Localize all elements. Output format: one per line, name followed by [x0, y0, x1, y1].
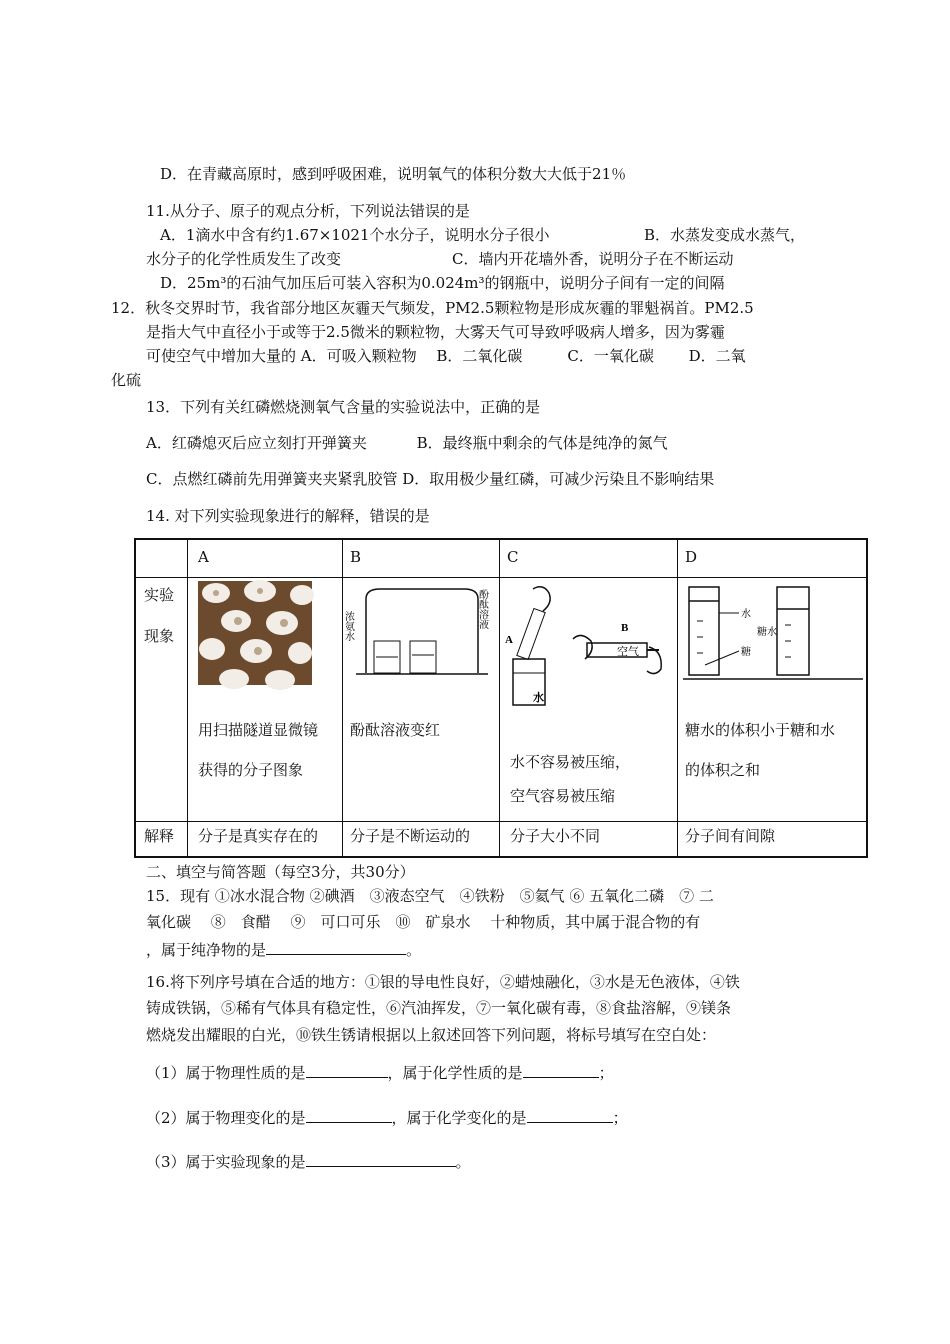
chemical-change-blank[interactable] [527, 1108, 613, 1123]
ammonia-phenolphthalein-apparatus [342, 581, 496, 701]
q11-stem: 11.从分子、原子的观点分析，下列说法错误的是 [146, 202, 470, 220]
q15-stem-1: 15．现有 ①冰水混合物 ②碘酒 ③液态空气 ④铁粉 ⑤氦气 ⑥ 五氧化二磷 ⑦ 二 [146, 887, 714, 905]
label-water: 水 [533, 692, 544, 704]
explanation-d: 分子间有间隙 [685, 827, 776, 845]
q16-part-1 [146, 1063, 614, 1083]
phenomenon-b: 酚酞溶液变红 [350, 721, 441, 739]
row-label-phenomenon-2: 现象 [144, 627, 175, 645]
q15-stem-3 [146, 940, 421, 960]
q16-part-3 [146, 1152, 471, 1172]
label-air: 空气 [617, 646, 639, 658]
explanation-b: 分子是不断运动的 [350, 827, 471, 845]
row-label-phenomenon-1: 实验 [144, 586, 175, 604]
phenomenon-a-line2: 获得的分子图象 [198, 761, 304, 779]
part2-chemical-change-prompt: ，属于化学变化的是 [391, 1109, 527, 1127]
phenomenon-blank[interactable] [306, 1152, 456, 1167]
header-d: D [685, 548, 698, 566]
stm-molecule-image [198, 581, 312, 685]
q15-pure-prompt: ，属于纯净物的是 [146, 941, 267, 959]
q15-end: 。 [406, 941, 422, 959]
q14-stem: 14. 对下列实验现象进行的解释，错误的是 [146, 507, 430, 525]
header-c: C [507, 548, 519, 566]
physical-change-blank[interactable] [306, 1108, 392, 1123]
part1-end: ； [598, 1064, 614, 1082]
explanation-c: 分子大小不同 [510, 827, 601, 845]
part2-end: ； [612, 1109, 628, 1127]
header-b: B [350, 548, 362, 566]
q11-option-b: B．水蒸发变成水蒸气， [644, 226, 806, 244]
part1-chemical-property-prompt: ，属于化学性质的是 [387, 1064, 523, 1082]
q15-pure-blank[interactable] [266, 940, 406, 955]
label-phenolphthalein: 酚酞溶液 [476, 589, 488, 629]
q12-options: 可使空气中增加大量的 A．可吸入颗粒物 B．二氧化碳 C．一氧化碳 D．二氧 [146, 347, 746, 365]
phenomenon-d-line2: 的体积之和 [685, 761, 761, 779]
q12-options-cont: 化硫 [111, 371, 142, 389]
header-a: A [198, 548, 209, 566]
q12-stem-2: 是指大气中直径小于或等于2.5微米的颗粒物，大雾天气可导致呼吸病人增多，因为雾霾 [146, 323, 725, 341]
chemical-property-blank[interactable] [523, 1063, 599, 1078]
q14-table [134, 538, 868, 858]
section-2-heading: 二、填空与简答题（每空3分，共30分） [146, 863, 415, 881]
part2-physical-change-prompt: （2）属于物理变化的是 [146, 1109, 306, 1127]
phenomenon-d-line1: 糖水的体积小于糖和水 [685, 721, 836, 739]
q16-stem-2: 铸成铁锅，⑤稀有气体具有稳定性，⑥汽油挥发，⑦一氧化碳有毒，⑧食盐溶解，⑨镁条 [146, 999, 732, 1017]
q11-option-c: C．墙内开花墙外香，说明分子在不断运动 [452, 250, 734, 268]
label-ammonia: 浓氨水 [342, 611, 354, 641]
q11-option-a: A．1滴水中含有约1.67×1021个水分子，说明水分子很小 [160, 226, 550, 244]
label-syringe-b: B [621, 622, 629, 634]
syringe-compression-apparatus [503, 581, 673, 711]
q13-options-cd: C．点燃红磷前先用弹簧夹夹紧乳胶管 D．取用极少量红磷，可减少污染且不影响结果 [146, 470, 715, 488]
sugar-water-volume-apparatus [681, 581, 865, 685]
label-d-sugar: 糖 [741, 647, 751, 658]
q13-options-ab: A．红磷熄灭后应立刻打开弹簧夹 B．最终瓶中剩余的气体是纯净的氮气 [146, 434, 668, 452]
q13-stem: 13．下列有关红磷燃烧测氧气含量的实验说法中，正确的是 [146, 398, 541, 416]
phenomenon-a-line1: 用扫描隧道显微镜 [198, 721, 319, 739]
explanation-a: 分子是真实存在的 [198, 827, 319, 845]
label-d-water: 水 [741, 609, 751, 620]
part3-phenomenon-prompt: （3）属于实验现象的是 [146, 1153, 306, 1171]
q11-option-d: D．25m³的石油气加压后可装入容积为0.024m³的钢瓶中，说明分子间有一定的间隔 [160, 274, 725, 292]
row-label-explanation: 解释 [144, 827, 175, 845]
q16-stem-1: 16.将下列序号填在合适的地方：①银的导电性良好，②蜡烛融化，③水是无色液体，④铁 [146, 973, 740, 991]
phenomenon-c-line1: 水不容易被压缩， [510, 753, 631, 771]
q10-option-d: D．在青藏高原时，感到呼吸困难，说明氧气的体积分数大大低于21％ [160, 165, 627, 183]
q15-stem-2: 氧化碳 ⑧ 食醋 ⑨ 可口可乐 ⑩ 矿泉水 十种物质，其中属于混合物的有 [146, 913, 701, 931]
label-d-sugarwater: 糖水 [757, 627, 777, 638]
physical-property-blank[interactable] [306, 1063, 388, 1078]
part1-physical-property-prompt: （1）属于物理性质的是 [146, 1064, 306, 1082]
q16-part-2 [146, 1108, 628, 1128]
q12-stem-1: 12．秋冬交界时节，我省部分地区灰霾天气频发，PM2.5颗粒物是形成灰霾的罪魁祸首。PM2.5 [111, 299, 754, 317]
q11-option-b-cont: 水分子的化学性质发生了改变 [146, 250, 342, 268]
q16-stem-3: 燃烧发出耀眼的白光，⑩铁生锈请根据以上叙述回答下列问题，将标号填写在空白处： [146, 1026, 717, 1044]
phenomenon-c-line2: 空气容易被压缩 [510, 787, 616, 805]
part3-end: 。 [455, 1153, 471, 1171]
label-syringe-a: A [505, 634, 513, 646]
